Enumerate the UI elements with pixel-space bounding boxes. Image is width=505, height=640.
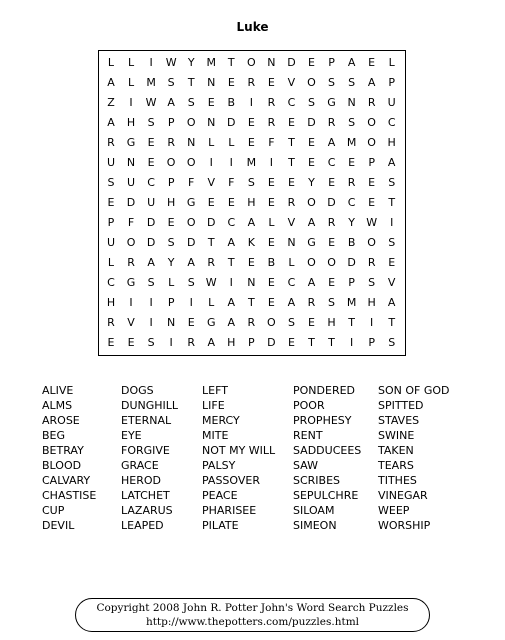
- grid-letter: H: [387, 136, 396, 149]
- grid-row: [99, 113, 405, 133]
- grid-letter: E: [328, 176, 336, 189]
- puzzle-title: Luke: [236, 20, 269, 34]
- grid-letter: A: [147, 256, 155, 269]
- grid-letter: R: [107, 136, 115, 149]
- grid-letter: D: [227, 116, 236, 129]
- grid-letter: R: [247, 76, 256, 89]
- word-list-item: DUNGHILL: [121, 399, 179, 412]
- grid-letter: P: [348, 276, 355, 289]
- grid-letter: N: [187, 136, 196, 149]
- grid-row: [99, 93, 405, 113]
- grid-letter: T: [348, 316, 355, 329]
- grid-letter: S: [388, 176, 396, 189]
- grid-letter: E: [267, 76, 275, 89]
- grid-letter: E: [267, 196, 275, 209]
- grid-letter: G: [126, 136, 136, 149]
- grid-letter: E: [147, 156, 155, 169]
- grid-letter: S: [247, 176, 255, 189]
- grid-letter: M: [346, 136, 357, 149]
- grid-letter: O: [186, 156, 196, 169]
- word-list-item: PILATE: [202, 519, 239, 532]
- website-url: http://www.thepotters.com/puzzles.html: [145, 616, 360, 628]
- word-list-item: LIFE: [202, 399, 225, 412]
- grid-letter: S: [287, 316, 295, 329]
- grid-letter: D: [307, 116, 316, 129]
- grid-letter: F: [228, 176, 235, 189]
- grid-row: [99, 153, 405, 173]
- grid-letter: O: [267, 316, 276, 329]
- grid-letter: C: [287, 276, 296, 289]
- word-list-item: NOT MY WILL: [202, 444, 276, 457]
- grid-letter: E: [247, 116, 255, 129]
- word-list-item: SWINE: [378, 429, 415, 442]
- grid-letter: R: [267, 96, 276, 109]
- grid-letter: E: [267, 296, 275, 309]
- grid-letter: G: [186, 196, 196, 209]
- grid-letter: A: [307, 216, 316, 229]
- grid-letter: O: [186, 116, 196, 129]
- grid-letter: E: [368, 56, 376, 69]
- grid-letter: Y: [167, 256, 175, 269]
- grid-letter: S: [348, 76, 356, 89]
- word-list-item: SILOAM: [293, 504, 335, 517]
- grid-letter: L: [388, 56, 395, 69]
- word-list-item: DOGS: [121, 384, 154, 397]
- grid-letter: T: [207, 236, 215, 249]
- grid-letter: S: [147, 116, 155, 129]
- grid-row: [99, 213, 405, 233]
- grid-letter: E: [227, 76, 235, 89]
- grid-letter: C: [147, 176, 155, 189]
- grid-row: [99, 333, 405, 353]
- grid-letter: E: [287, 116, 295, 129]
- word-list-item: BEG: [42, 429, 66, 442]
- grid-letter: I: [370, 316, 374, 329]
- grid-letter: G: [126, 276, 136, 289]
- grid-row: [99, 313, 405, 333]
- grid-letter: O: [367, 116, 376, 129]
- grid-letter: E: [107, 336, 115, 349]
- grid-letter: P: [167, 296, 175, 309]
- grid-letter: M: [146, 76, 156, 89]
- grid-letter: O: [367, 136, 376, 149]
- grid-letter: S: [147, 276, 155, 289]
- grid-letter: A: [207, 336, 216, 349]
- grid-letter: U: [106, 236, 116, 249]
- grid-letter: A: [387, 296, 396, 309]
- grid-letter: D: [347, 256, 356, 269]
- grid-letter: N: [347, 96, 356, 109]
- word-list-item: WORSHIP: [378, 519, 431, 532]
- grid-letter: T: [308, 336, 315, 349]
- grid-letter: I: [149, 296, 153, 309]
- grid-letter: H: [106, 296, 116, 309]
- grid-row: [99, 193, 405, 213]
- grid-letter: I: [149, 316, 153, 329]
- grid-letter: R: [367, 256, 376, 269]
- grid-letter: S: [308, 96, 315, 109]
- grid-letter: S: [388, 336, 396, 349]
- grid-letter: K: [247, 236, 255, 249]
- grid-letter: O: [367, 236, 376, 249]
- word-list-item: LATCHET: [121, 489, 170, 502]
- grid-letter: N: [287, 236, 296, 249]
- word-list-item: FORGIVE: [121, 444, 170, 457]
- word-list-item: BLOOD: [42, 459, 82, 472]
- word-list-item: TAKEN: [378, 444, 414, 457]
- grid-letter: R: [207, 256, 216, 269]
- grid-letter: P: [368, 336, 375, 349]
- grid-letter: V: [127, 316, 135, 329]
- grid-letter: G: [307, 236, 316, 249]
- grid-letter: R: [107, 316, 115, 329]
- grid-letter: W: [165, 56, 177, 69]
- grid-letter: I: [249, 96, 253, 109]
- grid-letter: P: [167, 116, 175, 129]
- grid-letter: F: [127, 216, 135, 229]
- grid-letter: E: [308, 156, 315, 169]
- grid-letter: D: [186, 236, 196, 249]
- grid-letter: D: [146, 216, 156, 229]
- grid-letter: N: [247, 276, 256, 289]
- grid-letter: O: [307, 196, 316, 209]
- grid-letter: I: [229, 276, 233, 289]
- grid-letter: E: [267, 176, 275, 189]
- word-list-item: HEROD: [121, 474, 161, 487]
- grid-letter: S: [167, 236, 175, 249]
- grid-letter: I: [169, 336, 173, 349]
- word-list-item: ETERNAL: [121, 414, 172, 427]
- word-list-item: STAVES: [378, 414, 420, 427]
- word-list-item: AROSE: [42, 414, 80, 427]
- grid-letter: E: [107, 196, 115, 209]
- word-list-item: PALSY: [202, 459, 236, 472]
- word-list-item: ALIVE: [42, 384, 74, 397]
- grid-letter: S: [147, 336, 155, 349]
- grid-letter: E: [328, 276, 336, 289]
- grid-letter: H: [167, 196, 176, 209]
- grid-letter: L: [127, 76, 135, 89]
- grid-letter: N: [207, 116, 216, 129]
- grid-letter: E: [207, 96, 215, 109]
- grid-letter: D: [327, 196, 336, 209]
- grid-letter: V: [287, 76, 296, 89]
- word-list-item: LEFT: [202, 384, 228, 397]
- grid-letter: P: [388, 76, 395, 89]
- grid-letter: T: [288, 156, 295, 169]
- grid-letter: I: [129, 96, 133, 109]
- grid-letter: R: [367, 96, 376, 109]
- grid-letter: A: [387, 156, 396, 169]
- grid-letter: M: [206, 56, 216, 69]
- grid-letter: R: [307, 296, 316, 309]
- grid-letter: A: [167, 96, 175, 109]
- word-list-item: WEEP: [378, 504, 410, 517]
- grid-row: [99, 73, 405, 93]
- grid-letter: L: [107, 56, 115, 69]
- grid-letter: C: [227, 216, 236, 229]
- grid-letter: P: [107, 216, 115, 229]
- grid-letter: T: [388, 196, 396, 209]
- grid-letter: Y: [348, 216, 355, 229]
- word-list-item: SAW: [293, 459, 318, 472]
- grid-letter: E: [247, 256, 255, 269]
- grid-letter: T: [227, 256, 235, 269]
- grid-letter: E: [308, 136, 315, 149]
- grid-letter: I: [269, 156, 274, 169]
- word-list-item: LAZARUS: [121, 504, 173, 517]
- word-list-item: BETRAY: [42, 444, 84, 457]
- grid-letter: T: [288, 136, 295, 149]
- word-list-item: POOR: [293, 399, 325, 412]
- word-list-item: VINEGAR: [378, 489, 428, 502]
- grid-row: [99, 133, 405, 153]
- grid-letter: I: [149, 56, 153, 69]
- grid-letter: B: [267, 256, 276, 269]
- grid-letter: S: [388, 236, 396, 249]
- word-list-item: SCRIBES: [293, 474, 341, 487]
- grid-letter: O: [307, 256, 316, 269]
- grid-letter: R: [287, 196, 296, 209]
- word-list-item: SPITTED: [378, 399, 424, 412]
- grid-letter: E: [227, 196, 235, 209]
- grid-letter: F: [188, 176, 195, 189]
- grid-letter: L: [107, 256, 115, 269]
- grid-letter: H: [327, 316, 336, 329]
- grid-row: [99, 253, 405, 273]
- grid-letter: W: [145, 96, 157, 109]
- word-list-item: LEAPED: [121, 519, 164, 532]
- grid-letter: L: [127, 56, 135, 69]
- grid-letter: M: [246, 156, 257, 169]
- grid-letter: E: [287, 336, 295, 349]
- grid-letter: E: [127, 336, 135, 349]
- grid-letter: R: [347, 176, 356, 189]
- grid-letter: V: [287, 216, 296, 229]
- grid-letter: E: [308, 316, 315, 329]
- grid-letter: E: [187, 316, 195, 329]
- grid-letter: T: [247, 296, 255, 309]
- grid-letter: I: [209, 156, 213, 169]
- grid-letter: S: [328, 296, 336, 309]
- grid-letter: D: [267, 336, 276, 349]
- grid-letter: O: [186, 216, 196, 229]
- grid-row: [99, 233, 405, 253]
- grid-letter: O: [327, 256, 336, 269]
- grid-letter: R: [327, 116, 336, 129]
- word-list-item: SEPULCHRE: [293, 489, 359, 502]
- grid-letter: P: [368, 156, 375, 169]
- word-list-item: PROPHESY: [293, 414, 352, 427]
- grid-letter: D: [287, 56, 296, 69]
- grid-letter: G: [206, 316, 216, 329]
- grid-letter: A: [107, 76, 115, 89]
- grid-letter: A: [107, 116, 115, 129]
- grid-letter: E: [368, 176, 376, 189]
- grid-letter: A: [247, 216, 256, 229]
- grid-letter: I: [129, 296, 133, 309]
- grid-letter: E: [287, 176, 295, 189]
- grid-letter: S: [167, 76, 175, 89]
- grid-letter: U: [106, 156, 116, 169]
- grid-letter: A: [307, 276, 316, 289]
- grid-letter: E: [368, 196, 376, 209]
- grid-letter: O: [126, 236, 136, 249]
- word-list-item: CHASTISE: [42, 489, 97, 502]
- grid-letter: P: [328, 56, 335, 69]
- grid-letter: A: [287, 296, 296, 309]
- grid-letter: U: [127, 176, 136, 189]
- grid-letter: S: [368, 276, 376, 289]
- grid-letter: S: [187, 276, 195, 289]
- grid-letter: N: [126, 156, 136, 169]
- grid-letter: V: [207, 176, 216, 189]
- grid-letter: T: [187, 76, 195, 89]
- grid-letter: E: [388, 256, 396, 269]
- word-list-item: SIMEON: [293, 519, 337, 532]
- word-list-item: GRACE: [121, 459, 159, 472]
- grid-letter: I: [349, 336, 354, 349]
- grid-letter: N: [267, 56, 276, 69]
- grid-letter: C: [387, 116, 396, 129]
- grid-row: [99, 273, 405, 293]
- grid-letter: E: [348, 156, 356, 169]
- word-list-item: TITHES: [378, 474, 417, 487]
- grid-letter: A: [187, 256, 195, 269]
- grid-letter: H: [126, 116, 136, 129]
- grid-letter: I: [390, 216, 394, 229]
- grid-letter: E: [328, 236, 336, 249]
- word-list-item: MITE: [202, 429, 229, 442]
- grid-letter: R: [167, 136, 175, 149]
- grid-letter: D: [146, 236, 156, 249]
- grid-letter: O: [166, 156, 176, 169]
- grid-letter: N: [207, 76, 216, 89]
- grid-letter: E: [247, 136, 255, 149]
- grid-letter: L: [208, 296, 215, 309]
- grid-row: [99, 53, 405, 73]
- grid-letter: E: [207, 196, 215, 209]
- grid-letter: T: [388, 316, 396, 329]
- word-list-item: DEVIL: [42, 519, 75, 532]
- word-list-item: TEARS: [378, 459, 414, 472]
- word-list-item: SADDUCEES: [293, 444, 362, 457]
- grid-letter: C: [327, 156, 336, 169]
- grid-letter: A: [347, 56, 356, 69]
- grid-letter: F: [268, 136, 275, 149]
- grid-letter: A: [227, 236, 236, 249]
- grid-letter: H: [227, 336, 236, 349]
- grid-letter: Y: [308, 176, 315, 189]
- grid-letter: G: [327, 96, 336, 109]
- grid-letter: L: [288, 256, 295, 269]
- grid-letter: R: [327, 216, 336, 229]
- word-list-item: PHARISEE: [202, 504, 257, 517]
- grid-letter: S: [107, 176, 115, 189]
- grid-row: [99, 173, 405, 193]
- grid-letter: R: [267, 116, 276, 129]
- word-list-item: MERCY: [202, 414, 240, 427]
- grid-letter: H: [367, 296, 376, 309]
- grid-letter: R: [187, 336, 196, 349]
- letter-grid: [98, 50, 406, 356]
- grid-letter: C: [347, 196, 356, 209]
- grid-letter: M: [346, 296, 357, 309]
- grid-letter: L: [168, 276, 175, 289]
- grid-letter: E: [267, 236, 275, 249]
- grid-letter: B: [227, 96, 236, 109]
- grid-letter: R: [127, 256, 135, 269]
- grid-letter: B: [347, 236, 356, 249]
- grid-letter: E: [308, 56, 315, 69]
- grid-letter: S: [187, 96, 195, 109]
- grid-letter: S: [328, 76, 336, 89]
- grid-letter: O: [307, 76, 316, 89]
- grid-letter: I: [189, 296, 193, 309]
- copyright-text: Copyright 2008 John R. Potter John's Word Search Puzzles: [96, 602, 409, 614]
- grid-letter: H: [247, 196, 256, 209]
- grid-letter: N: [167, 316, 176, 329]
- grid-letter: V: [387, 276, 396, 289]
- grid-letter: D: [126, 196, 136, 209]
- word-list-item: EYE: [121, 429, 142, 442]
- word-list-item: ALMS: [42, 399, 73, 412]
- grid-letter: A: [227, 316, 236, 329]
- word-list-item: PONDERED: [293, 384, 356, 397]
- grid-letter: L: [268, 216, 275, 229]
- grid-letter: E: [267, 276, 275, 289]
- grid-letter: T: [328, 336, 335, 349]
- grid-letter: L: [208, 136, 215, 149]
- grid-letter: E: [167, 216, 175, 229]
- grid-letter: Z: [107, 96, 115, 109]
- word-list-item: RENT: [293, 429, 323, 442]
- grid-letter: T: [227, 56, 235, 69]
- grid-letter: W: [205, 276, 217, 289]
- word-list-item: SON OF GOD: [378, 384, 450, 397]
- copyright-footer: [75, 598, 430, 632]
- grid-letter: O: [247, 56, 256, 69]
- grid-letter: C: [287, 96, 296, 109]
- word-list-item: PEACE: [202, 489, 238, 502]
- grid-letter: D: [207, 216, 216, 229]
- word-list-item: PASSOVER: [202, 474, 261, 487]
- grid-letter: W: [366, 216, 378, 229]
- grid-letter: C: [107, 276, 115, 289]
- word-list-item: CUP: [42, 504, 65, 517]
- word-list-item: CALVARY: [42, 474, 91, 487]
- grid-letter: E: [147, 136, 155, 149]
- grid-letter: A: [367, 76, 376, 89]
- grid-letter: S: [348, 116, 356, 129]
- grid-row: [99, 293, 405, 313]
- grid-letter: U: [387, 96, 396, 109]
- grid-letter: L: [228, 136, 235, 149]
- grid-letter: I: [229, 156, 233, 169]
- grid-letter: U: [147, 196, 156, 209]
- grid-letter: A: [327, 136, 336, 149]
- grid-letter: A: [227, 296, 236, 309]
- grid-letter: Y: [187, 56, 195, 69]
- grid-letter: P: [248, 336, 255, 349]
- grid-letter: R: [247, 316, 256, 329]
- grid-letter: P: [167, 176, 175, 189]
